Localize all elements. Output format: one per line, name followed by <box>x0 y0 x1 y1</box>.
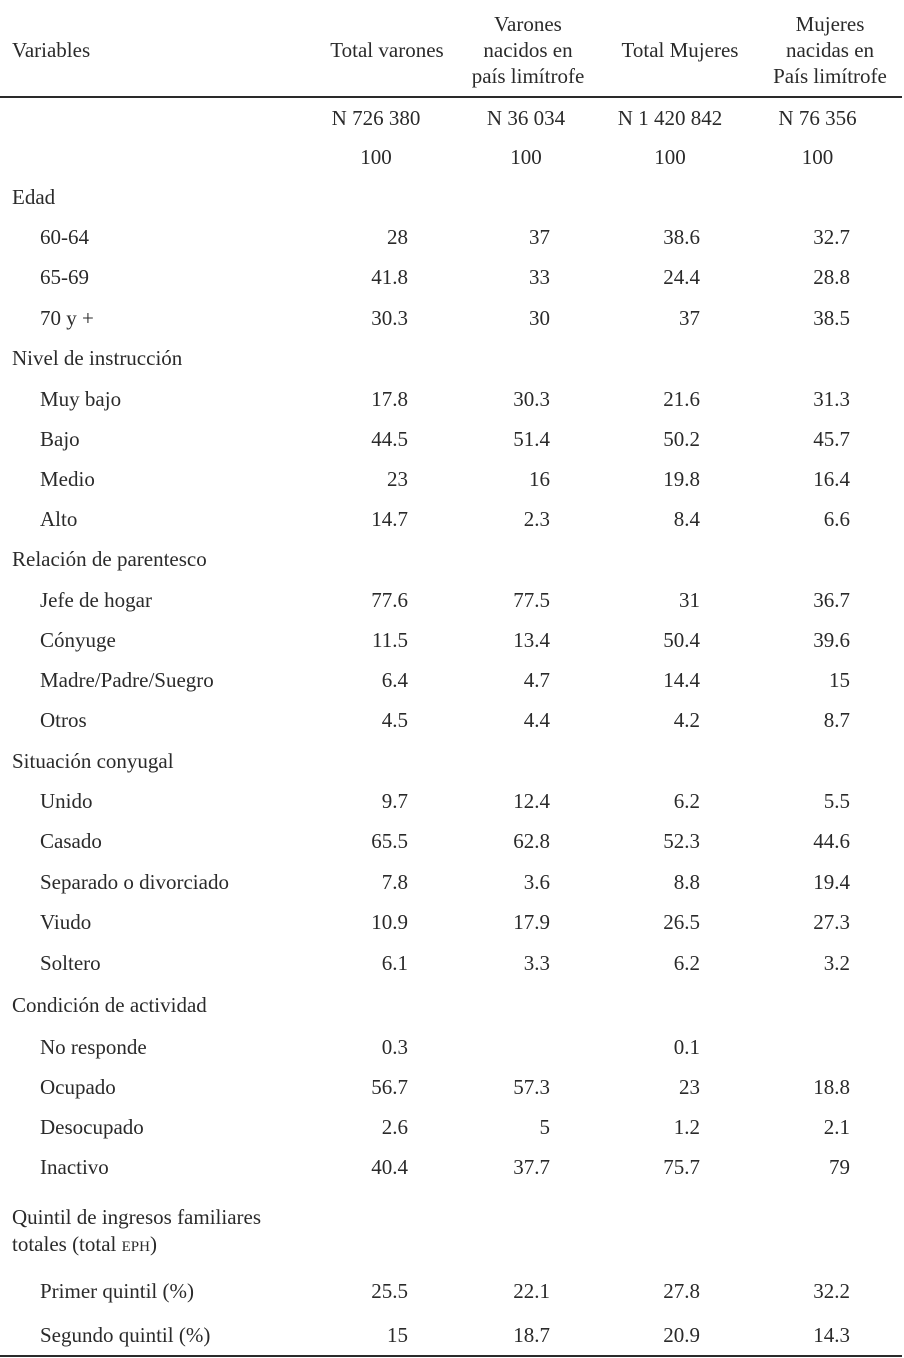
row-label: Medio <box>40 467 95 491</box>
table-row <box>0 665 904 695</box>
cell-value: 44.6 <box>813 829 850 853</box>
cell-value: 31 <box>679 588 700 612</box>
pct-mujeres-limitrofe: 100 <box>801 145 834 169</box>
cell-value: 38.6 <box>663 225 700 249</box>
row-label: Bajo <box>40 427 80 451</box>
section-title-edad <box>0 182 904 212</box>
cell-value: 15 <box>829 668 850 692</box>
row-label: Soltero <box>40 951 101 975</box>
section-label-line2-suffix: ) <box>149 1232 157 1256</box>
table-row <box>0 1152 904 1182</box>
table-row <box>0 1032 904 1062</box>
cell-value: 3.6 <box>523 870 550 894</box>
cell-value: 4.5 <box>381 708 408 732</box>
cell-value: 75.7 <box>663 1155 700 1179</box>
cell-value: 24.4 <box>663 265 700 289</box>
cell-value: 30.3 <box>371 306 408 330</box>
cell-value: 12.4 <box>513 789 550 813</box>
row-label: Viudo <box>40 910 92 934</box>
cell-value: 79 <box>829 1155 850 1179</box>
cell-value: 0.1 <box>673 1035 700 1059</box>
cell-value: 10.9 <box>371 910 408 934</box>
cell-value: 45.7 <box>813 427 850 451</box>
row-label: Cónyuge <box>40 628 116 652</box>
section-label: Nivel de instrucción <box>12 346 183 370</box>
row-label: Alto <box>40 507 78 531</box>
cell-value: 25.5 <box>371 1279 408 1303</box>
cell-value: 11.5 <box>372 628 408 652</box>
header-total-mujeres: Total Mujeres <box>621 38 739 62</box>
table-row <box>0 585 904 615</box>
cell-value: 44.5 <box>371 427 408 451</box>
row-label: Separado o divorciado <box>40 870 229 894</box>
cell-value: 40.4 <box>371 1155 408 1179</box>
cell-value: 62.8 <box>513 829 550 853</box>
cell-value: 18.8 <box>813 1075 850 1099</box>
row-label: Jefe de hogar <box>40 588 152 612</box>
section-label-line2-prefix: totales (total <box>12 1232 122 1256</box>
cell-value: 26.5 <box>663 910 700 934</box>
cell-value: 8.8 <box>673 870 700 894</box>
cell-value: 39.6 <box>813 628 850 652</box>
row-label: 65-69 <box>40 265 89 289</box>
cell-value: 3.3 <box>523 951 550 975</box>
cell-value: 36.7 <box>813 588 850 612</box>
table-row <box>0 907 904 937</box>
cell-value: 0.3 <box>381 1035 408 1059</box>
cell-value: 32.7 <box>813 225 850 249</box>
cell-value: 5 <box>539 1115 550 1139</box>
table-row <box>0 1112 904 1142</box>
table-row <box>0 705 904 735</box>
table-row <box>0 424 904 454</box>
cell-value: 30 <box>529 306 550 330</box>
cell-value: 22.1 <box>513 1279 550 1303</box>
table-row <box>0 867 904 897</box>
header-total-varones: Total varones <box>330 38 444 62</box>
table-row <box>0 1072 904 1102</box>
cell-value: 52.3 <box>663 829 700 853</box>
cell-value: 37 <box>679 306 700 330</box>
row-label: 60-64 <box>40 225 89 249</box>
n-total-varones: N 726 380 <box>331 106 421 130</box>
cell-value: 2.1 <box>823 1115 850 1139</box>
section-label-abbr: eph <box>121 1232 150 1256</box>
header-mujeres-limitrofe: Mujeres nacidas en País limítrofe <box>773 12 887 88</box>
cell-value: 41.8 <box>371 265 408 289</box>
table-row <box>0 222 904 252</box>
cell-value: 27.8 <box>663 1279 700 1303</box>
row-label: Madre/Padre/Suegro <box>40 668 214 692</box>
cell-value: 23 <box>387 467 408 491</box>
cell-value: 16.4 <box>813 467 850 491</box>
cell-value: 37 <box>529 225 550 249</box>
table-row <box>0 384 904 414</box>
section-title-instruccion <box>0 343 904 373</box>
section-title-quintil <box>12 1204 261 1258</box>
cell-value: 16 <box>529 467 550 491</box>
section-title-actividad <box>0 990 904 1020</box>
cell-value: 19.8 <box>663 467 700 491</box>
n-total-mujeres: N 1 420 842 <box>617 106 723 130</box>
cell-value: 23 <box>679 1075 700 1099</box>
cell-value: 38.5 <box>813 306 850 330</box>
cell-value: 50.4 <box>663 628 700 652</box>
cell-value: 13.4 <box>513 628 550 652</box>
section-label: Edad <box>12 185 56 209</box>
cell-value: 4.2 <box>673 708 700 732</box>
cell-value: 28.8 <box>813 265 850 289</box>
cell-value: 33 <box>529 265 550 289</box>
table-row <box>0 464 904 494</box>
header-variables: Variables <box>12 38 91 62</box>
table-row <box>0 262 904 292</box>
row-label: 70 y + <box>40 306 94 330</box>
cell-value: 8.7 <box>823 708 850 732</box>
cell-value: 19.4 <box>813 870 850 894</box>
table-row <box>0 1320 904 1350</box>
cell-value: 14.7 <box>371 507 408 531</box>
table-row <box>0 504 904 534</box>
table-row <box>0 786 904 816</box>
cell-value: 6.1 <box>381 951 408 975</box>
header-varones-limitrofe: Varones nacidos en país limítrofe <box>471 12 585 88</box>
header-rule <box>0 96 902 98</box>
table-row-pct <box>0 142 904 172</box>
row-label: Primer quintil (%) <box>40 1279 194 1303</box>
bottom-rule <box>0 1355 902 1357</box>
cell-value: 14.3 <box>813 1323 850 1347</box>
cell-value: 2.3 <box>523 507 550 531</box>
row-label: Inactivo <box>40 1155 109 1179</box>
row-label: Otros <box>40 708 87 732</box>
cell-value: 27.3 <box>813 910 850 934</box>
table-row <box>0 948 904 978</box>
cell-value: 51.4 <box>513 427 550 451</box>
cell-value: 20.9 <box>663 1323 700 1347</box>
row-label: Casado <box>40 829 102 853</box>
row-label: Muy bajo <box>40 387 122 411</box>
row-label: Segundo quintil (%) <box>40 1323 211 1347</box>
cell-value: 5.5 <box>823 789 850 813</box>
cell-value: 18.7 <box>513 1323 550 1347</box>
row-label: Desocupado <box>40 1115 144 1139</box>
section-title-parentesco <box>0 544 904 574</box>
cell-value: 21.6 <box>663 387 700 411</box>
table-row <box>0 303 904 333</box>
cell-value: 65.5 <box>371 829 408 853</box>
cell-value: 37.7 <box>513 1155 550 1179</box>
cell-value: 1.2 <box>673 1115 700 1139</box>
cell-value: 15 <box>387 1323 408 1347</box>
table-row-n <box>0 103 904 133</box>
section-label: Condición de actividad <box>12 993 207 1017</box>
section-label-line1: Quintil de ingresos familiares <box>12 1205 262 1229</box>
table-header <box>0 0 904 97</box>
cell-value: 4.7 <box>523 668 550 692</box>
cell-value: 8.4 <box>673 507 700 531</box>
cell-value: 2.6 <box>381 1115 408 1139</box>
cell-value: 6.2 <box>673 951 700 975</box>
n-varones-limitrofe: N 36 034 <box>486 106 566 130</box>
cell-value: 9.7 <box>381 789 408 813</box>
cell-value: 14.4 <box>663 668 700 692</box>
section-label: Relación de parentesco <box>12 547 207 571</box>
cell-value: 77.6 <box>371 588 408 612</box>
cell-value: 50.2 <box>663 427 700 451</box>
section-title-conyugal <box>0 746 904 776</box>
cell-value: 28 <box>387 225 408 249</box>
row-label: Unido <box>40 789 93 813</box>
pct-varones-limitrofe: 100 <box>510 145 542 169</box>
cell-value: 77.5 <box>513 588 550 612</box>
cell-value: 4.4 <box>523 708 550 732</box>
table-row <box>0 625 904 655</box>
section-label: Situación conyugal <box>12 749 174 773</box>
cell-value: 7.8 <box>381 870 408 894</box>
cell-value: 3.2 <box>823 951 850 975</box>
cell-value: 17.9 <box>513 910 550 934</box>
n-mujeres-limitrofe: N 76 356 <box>778 106 857 130</box>
pct-total-varones: 100 <box>360 145 392 169</box>
row-label: No responde <box>40 1035 147 1059</box>
cell-value: 56.7 <box>371 1075 408 1099</box>
cell-value: 31.3 <box>813 387 850 411</box>
cell-value: 6.2 <box>673 789 700 813</box>
cell-value: 6.4 <box>381 668 408 692</box>
cell-value: 30.3 <box>513 387 550 411</box>
pct-total-mujeres: 100 <box>654 145 686 169</box>
table-row <box>0 1276 904 1306</box>
row-label: Ocupado <box>40 1075 116 1099</box>
cell-value: 57.3 <box>513 1075 550 1099</box>
cell-value: 17.8 <box>371 387 408 411</box>
cell-value: 6.6 <box>823 507 850 531</box>
cell-value: 32.2 <box>813 1279 850 1303</box>
table-row <box>0 826 904 856</box>
